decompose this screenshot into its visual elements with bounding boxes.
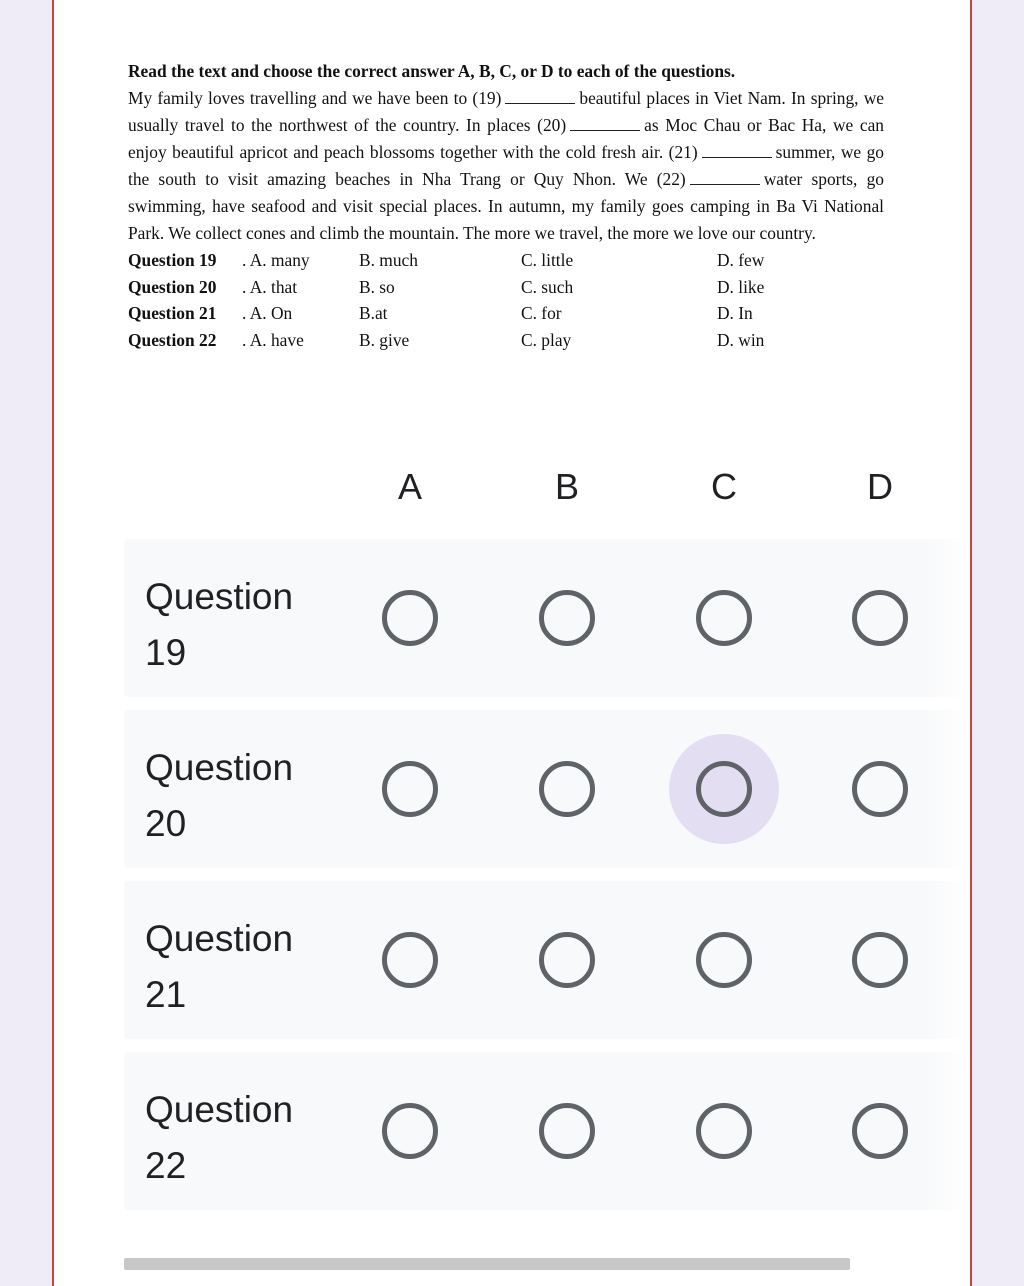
column-header-b: B — [554, 466, 579, 507]
column-header-a: A — [397, 466, 422, 507]
radio-circle-icon — [696, 932, 752, 988]
row-label-line-2: 22 — [145, 1145, 187, 1186]
radio-q19-a[interactable] — [355, 563, 465, 673]
option-c: C. for — [521, 303, 562, 324]
option-a: . A. have — [242, 330, 304, 351]
row-label-line-1: Question — [145, 747, 294, 788]
radio-q20-a[interactable] — [355, 734, 465, 844]
option-c: C. little — [521, 250, 574, 270]
radio-q21-d[interactable] — [825, 905, 935, 1015]
row-label-line-1: Question — [145, 576, 294, 617]
radio-q20-d[interactable] — [825, 734, 935, 844]
options-list — [128, 247, 884, 354]
option-a: . A. that — [242, 276, 298, 297]
question-image — [128, 58, 884, 354]
option-row-21 — [128, 300, 884, 327]
option-b: B. so — [359, 276, 395, 297]
passage-part-1: My family loves travelling and we have been to (19) — [128, 88, 502, 108]
radio-circle-icon — [539, 590, 595, 646]
option-b: B. much — [359, 250, 418, 270]
row-label — [145, 1082, 335, 1194]
multiple-choice-grid — [124, 446, 970, 1210]
column-header-d: D — [867, 466, 893, 507]
radio-circle-icon — [539, 932, 595, 988]
option-row-20 — [128, 274, 884, 301]
row-label — [145, 911, 335, 1023]
option-d: D. win — [717, 330, 765, 351]
blank-19 — [505, 89, 575, 104]
radio-circle-icon — [696, 590, 752, 646]
radio-q22-d[interactable] — [825, 1076, 935, 1186]
passage-text — [128, 85, 884, 247]
option-a: . A. On — [242, 303, 293, 324]
option-a: . A. many — [242, 250, 310, 270]
radio-q19-d[interactable] — [825, 563, 935, 673]
grid-row-question-22 — [124, 1052, 970, 1210]
passage-part-4: summer, we go the south to visit amazing beaches in Nha Trang or Quy Nhon. We (22) — [128, 142, 884, 189]
radio-circle-icon — [539, 1103, 595, 1159]
radio-circle-icon — [539, 761, 595, 817]
instruction-text: Read the text and choose the correct answer A, B, C, or D to each of the questions. — [128, 61, 736, 81]
grid-row-question-20 — [124, 710, 970, 868]
radio-circle-icon — [852, 932, 908, 988]
grid-column-headers — [124, 446, 970, 526]
row-label — [145, 569, 335, 681]
radio-circle-icon — [382, 1103, 438, 1159]
radio-circle-icon — [382, 590, 438, 646]
grid-row-question-19 — [124, 539, 970, 697]
option-d: D. like — [717, 276, 765, 297]
option-b: B. give — [359, 330, 410, 351]
option-b: B.at — [359, 303, 388, 324]
radio-q22-b[interactable] — [512, 1076, 622, 1186]
row-label — [145, 740, 335, 852]
option-question-label: Question 22 — [128, 330, 217, 351]
radio-q19-c[interactable] — [669, 563, 779, 673]
row-label-line-2: 20 — [145, 803, 187, 844]
radio-q22-a[interactable] — [355, 1076, 465, 1186]
blank-21 — [702, 143, 772, 158]
option-question-label: Question 21 — [128, 303, 217, 324]
radio-q21-b[interactable] — [512, 905, 622, 1015]
radio-q19-b[interactable] — [512, 563, 622, 673]
radio-circle-icon — [382, 932, 438, 988]
radio-circle-icon — [852, 1103, 908, 1159]
radio-circle-icon — [696, 761, 752, 817]
option-question-label: Question 19 — [128, 250, 217, 270]
blank-22 — [690, 170, 760, 185]
row-label-line-1: Question — [145, 918, 294, 959]
form-card — [52, 0, 972, 1286]
radio-circle-icon — [382, 761, 438, 817]
radio-q21-c[interactable] — [669, 905, 779, 1015]
option-d: D. few — [717, 250, 765, 270]
row-label-line-1: Question — [145, 1089, 294, 1130]
passage-part-2: beautiful places in Viet Nam. In spring, we usually travel to the northwest of the country. In places (20) — [128, 88, 885, 135]
option-c: C. play — [521, 330, 572, 351]
radio-q20-c[interactable] — [669, 734, 779, 844]
blank-20 — [570, 116, 640, 131]
radio-q20-b[interactable] — [512, 734, 622, 844]
column-header-c: C — [711, 466, 737, 507]
radio-q22-c[interactable] — [669, 1076, 779, 1186]
radio-q21-a[interactable] — [355, 905, 465, 1015]
radio-circle-icon — [852, 761, 908, 817]
row-label-line-2: 21 — [145, 974, 187, 1015]
option-d: D. In — [717, 303, 753, 324]
horizontal-scrollbar[interactable] — [124, 1258, 850, 1270]
option-row-22 — [128, 327, 884, 354]
option-row-19 — [128, 247, 884, 274]
passage-part-5: water sports, go swimming, have seafood and visit special places. In autumn, my family goes camping in Ba Vi National Park. We collect cones and climb the mountain. The more we travel, the more we love our country. — [128, 169, 884, 243]
grid-row-question-21 — [124, 881, 970, 1039]
radio-circle-icon — [852, 590, 908, 646]
row-label-line-2: 19 — [145, 632, 187, 673]
radio-circle-icon — [696, 1103, 752, 1159]
option-question-label: Question 20 — [128, 276, 217, 297]
passage-part-3: as Moc Chau or Bac Ha, we can enjoy beautiful apricot and peach blossoms together with the cold fresh air. (21) — [128, 115, 884, 162]
option-c: C. such — [521, 276, 574, 297]
